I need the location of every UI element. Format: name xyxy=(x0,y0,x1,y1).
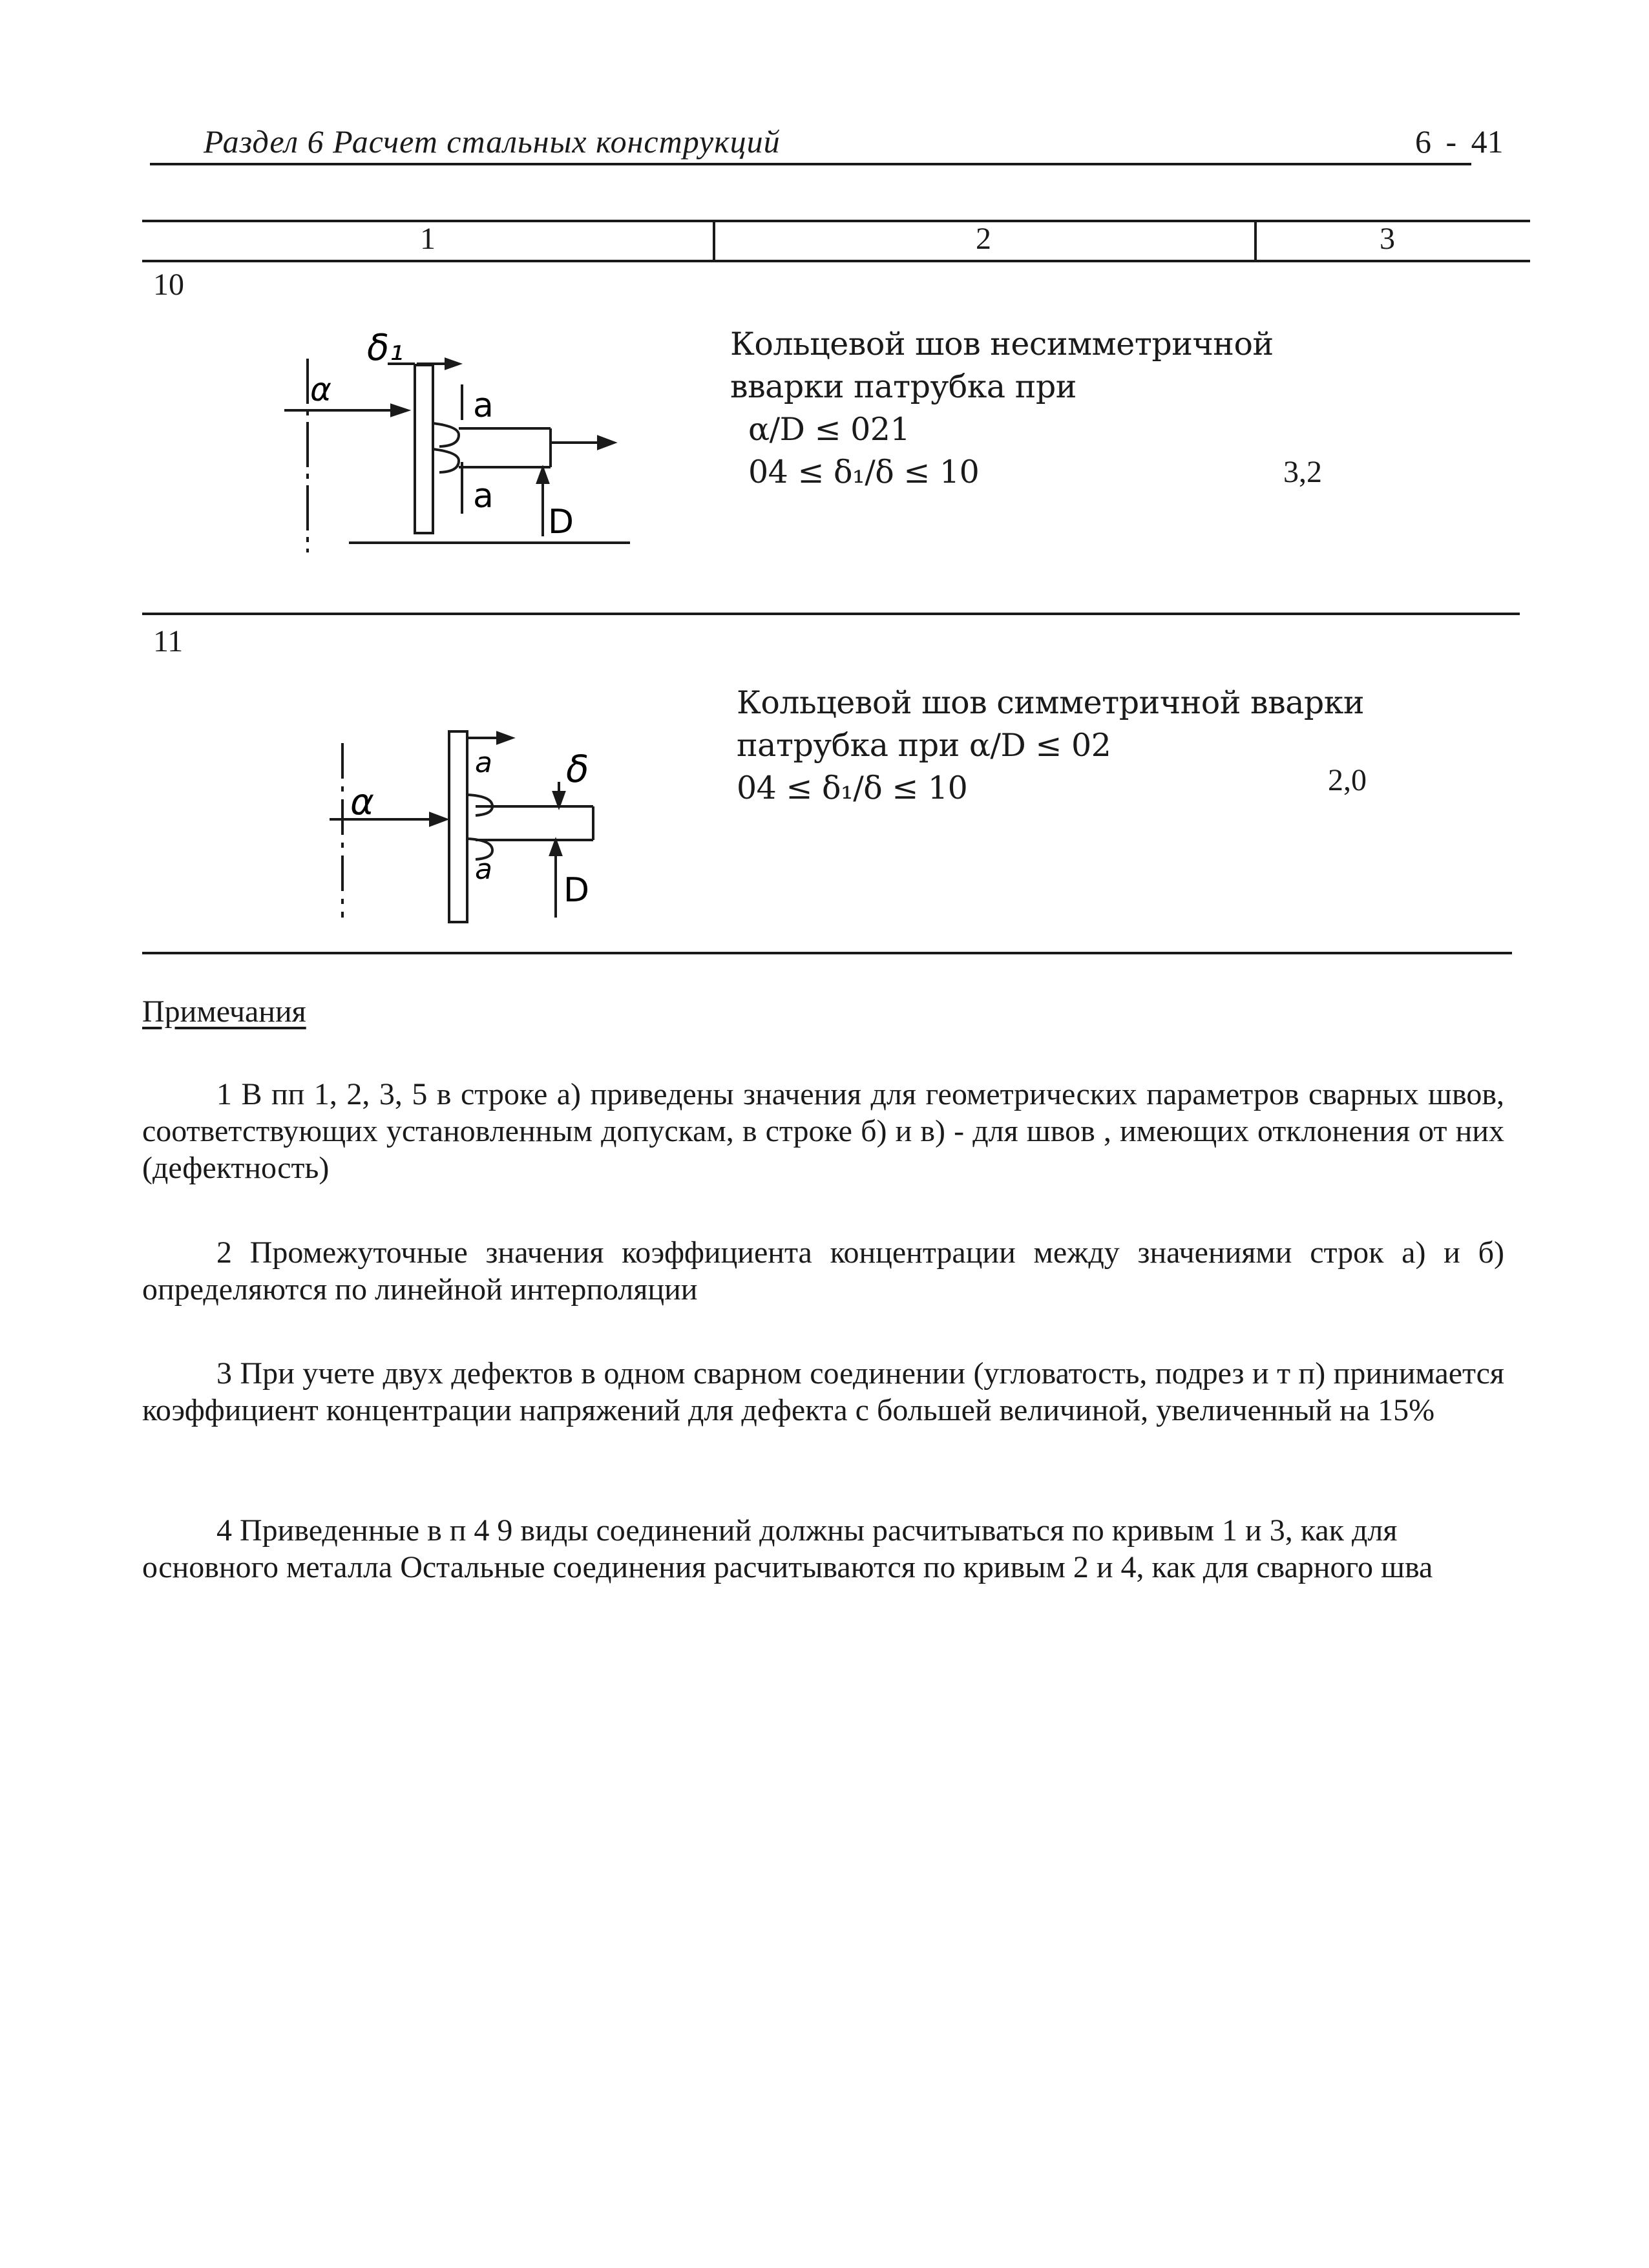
row-separator xyxy=(142,613,1520,615)
a-top-label: a xyxy=(475,746,492,779)
column-header-3: 3 xyxy=(1380,222,1395,256)
description-row-11 xyxy=(737,682,1364,810)
delta-label: δ xyxy=(566,747,589,791)
description-line: патрубка при α/D ≤ 02 xyxy=(737,727,1111,764)
note-1 xyxy=(142,1076,1504,1186)
a-top-label: a xyxy=(473,386,494,425)
note-text: 3 При учете двух дефектов в одном сварном соединении (угловатость, подрез и т п) принимается коэффициент концентрации напряжений для дефекта с большей величиной, увеличенный на 15% xyxy=(142,1356,1504,1427)
section-header: Раздел 6 Расчет стальных конструкций xyxy=(204,123,781,160)
note-2 xyxy=(142,1234,1504,1308)
note-3 xyxy=(142,1355,1504,1429)
notes-title: Примечания xyxy=(142,994,306,1029)
description-line: Кольцевой шов симметричной вварки xyxy=(737,684,1365,721)
description-line: 04 ≤ δ₁/δ ≤ 10 xyxy=(737,770,968,806)
coefficient-row-10: 3,2 xyxy=(1283,455,1322,489)
note-text: 2 Промежуточные значения коэффициента концентрации между значениями строк а) и б) определяются по линейной интерполяции xyxy=(142,1235,1504,1307)
table-header-bottom-rule xyxy=(142,260,1530,262)
note-text: 1 В пп 1, 2, 3, 5 в строке а) приведены значения для геометрических параметров сварных швов, соответствующих установленным допускам, в строке б) и в) - для швов , имеющих отклонения от них (дефектность) xyxy=(142,1077,1504,1185)
column-divider-1 xyxy=(713,220,715,262)
a-bottom-label: a xyxy=(475,853,492,886)
alpha-label: α xyxy=(350,781,374,823)
delta1-label: δ₁ xyxy=(367,327,404,369)
table-bottom-rule xyxy=(142,952,1512,954)
column-divider-2 xyxy=(1254,220,1257,262)
row-number: 11 xyxy=(153,624,184,658)
description-row-10 xyxy=(730,323,1274,494)
d-label: D xyxy=(548,503,574,541)
column-header-2: 2 xyxy=(976,222,991,256)
coefficient-row-11: 2,0 xyxy=(1328,763,1367,797)
note-text: 4 Приведенные в п 4 9 виды соединений должны расчитываться по кривым 1 и 3, как для основного металла Остальные соединения расчитываются по кривым 2 и 4, как для сварного шва xyxy=(142,1513,1433,1584)
weld-diagram-row-11 xyxy=(323,724,620,930)
column-header-1: 1 xyxy=(420,222,436,256)
table-top-rule xyxy=(142,220,1530,222)
weld-diagram-row-10 xyxy=(271,320,646,565)
d-label: D xyxy=(563,871,590,910)
note-4 xyxy=(142,1512,1504,1586)
description-line: 04 ≤ δ₁/δ ≤ 10 xyxy=(748,454,980,490)
description-line: Кольцевой шов несимметричной xyxy=(730,326,1274,362)
alpha-label: α xyxy=(310,371,331,408)
description-line: вварки патрубка при xyxy=(730,368,1077,405)
page-number: 6 - 41 xyxy=(1415,123,1504,160)
a-bottom-label: a xyxy=(473,477,494,516)
header-rule xyxy=(150,163,1471,165)
description-line: α/D ≤ 021 xyxy=(748,411,910,448)
row-number: 10 xyxy=(153,268,184,302)
